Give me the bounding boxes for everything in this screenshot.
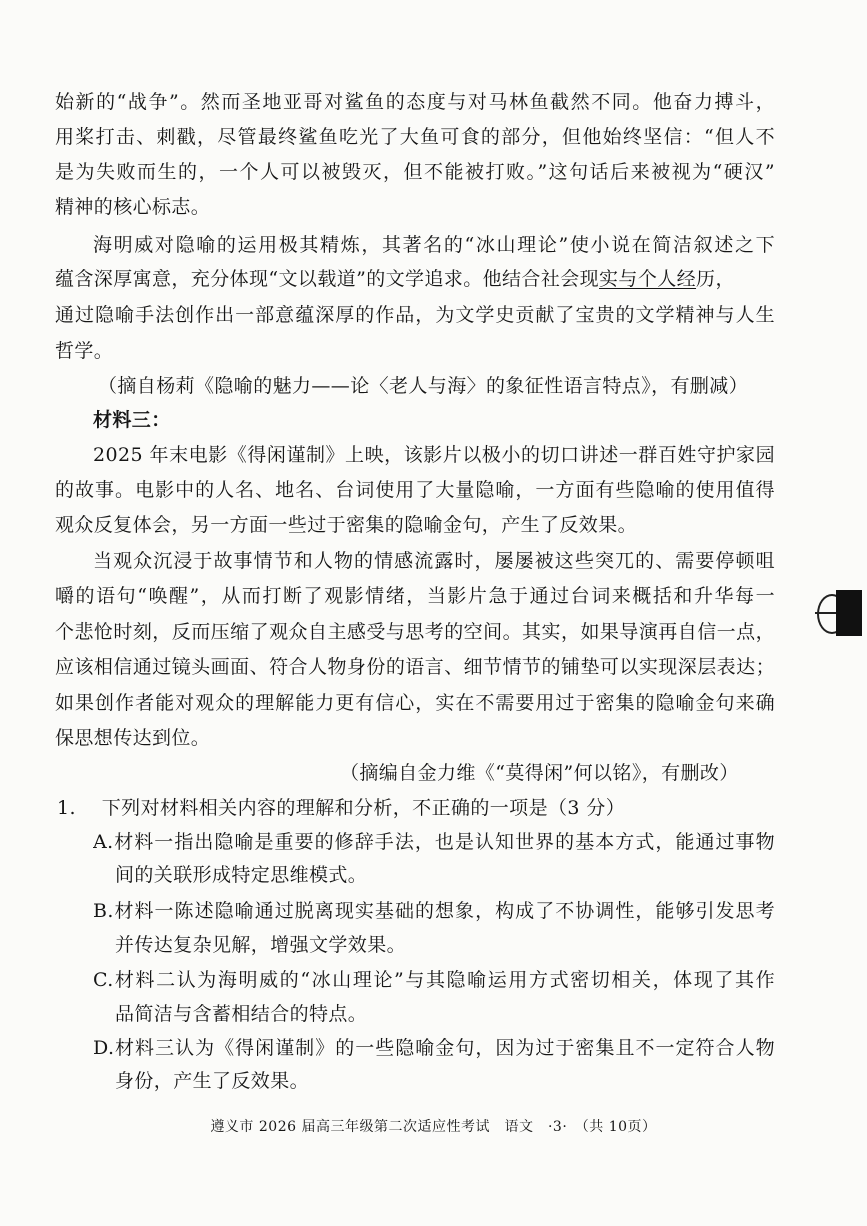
option-c-line: C.材料二认为海明威的“冰山理论”与其隐喻运用方式密切相关，体现了其作 xyxy=(93,969,775,991)
binding-line-mark xyxy=(815,612,837,614)
underlined-text: 实与个人经 xyxy=(599,268,697,290)
paragraph-line: 观众反复体会，另一方面一些过于密集的隐喻金句，产生了反效果。 xyxy=(55,514,638,536)
option-d-line: 身份，产生了反效果。 xyxy=(115,1070,310,1092)
paragraph-line: 当观众沉浸于故事情节和人物的情感流露时，屡屡被这些突兀的、需要停顿咀 xyxy=(93,550,775,572)
paragraph-line: 用桨打击、刺戳，尽管最终鲨鱼吃光了大鱼可食的部分，但他始终坚信：“但人不 xyxy=(55,126,775,148)
option-a-line: 间的关联形成特定思维模式。 xyxy=(115,864,368,886)
option-c-line: 品简洁与含蓄相结合的特点。 xyxy=(115,1003,368,1025)
paragraph-line: 保思想传达到位。 xyxy=(55,727,211,749)
paragraph-line: 始新的“战争”。然而圣地亚哥对鲨鱼的态度与对马林鱼截然不同。他奋力搏斗， xyxy=(55,91,775,113)
paragraph-line: 是为失败而生的，一个人可以被毁灭，但不能被打败。”这句话后来被视为“硬汉” xyxy=(55,161,775,183)
option-b-line: B.材料一陈述隐喻通过脱离现实基础的想象，构成了不协调性，能够引发思考 xyxy=(93,900,775,922)
paragraph-line: 应该相信通过镜头画面、符合人物身份的语言、细节情节的铺垫可以实现深层表达； xyxy=(55,656,775,678)
paragraph-line: 2025 年末电影《得闲谨制》上映，该影片以极小的切口讲述一群百姓守护家园 xyxy=(93,444,775,466)
option-d-line: D.材料三认为《得闲谨制》的一些隐喻金句，因为过于密集且不一定符合人物 xyxy=(93,1037,775,1059)
paragraph-line: 的故事。电影中的人名、地名、台词使用了大量隐喻，一方面有些隐喻的使用值得 xyxy=(55,479,775,501)
option-a-line: A.材料一指出隐喻是重要的修辞手法，也是认知世界的基本方式，能通过事物 xyxy=(93,831,775,853)
paragraph-line: 如果创作者能对观众的理解能力更有信心，实在不需要用过于密集的隐喻金句来确 xyxy=(55,692,775,714)
paragraph-line: 嚼的语句“唤醒”，从而打断了观影情绪，当影片急于通过台词来概括和升华每一 xyxy=(55,585,775,607)
text-span: 蕴含深厚寓意，充分体现“文以载道”的文学追求。他结合社会现 xyxy=(55,268,600,290)
paragraph-line: 哲学。 xyxy=(55,340,114,362)
paragraph-line: 个悲怆时刻，反而压缩了观众自主感受与思考的空间。其实，如果导演再自信一点， xyxy=(55,621,775,643)
source-citation: （摘编自金力维《“莫得闲”何以铭》，有删改） xyxy=(340,762,739,784)
paragraph-line xyxy=(55,266,775,292)
text-span: 历， xyxy=(696,268,735,290)
material-heading: 材料三： xyxy=(93,409,171,431)
question-stem: 1. 下列对材料相关内容的理解和分析，不正确的一项是（3 分） xyxy=(57,797,626,819)
page-footer: 遵义市 2026 届高三年级第二次适应性考试 语文 ·3· （共 10页） xyxy=(210,1119,657,1135)
source-citation: （摘自杨莉《隐喻的魅力——论〈老人与海〉的象征性语言特点》，有删减） xyxy=(98,375,749,397)
option-b-line: 并传达复杂见解，增强文学效果。 xyxy=(115,934,407,956)
page-edge-tab xyxy=(836,590,862,636)
paragraph-line: 精神的核心标志。 xyxy=(55,196,211,218)
paragraph-line: 通过隐喻手法创作出一部意蕴深厚的作品，为文学史贡献了宝贵的文学精神与人生 xyxy=(55,304,775,326)
paragraph-line: 海明威对隐喻的运用极其精炼，其著名的“冰山理论”使小说在简洁叙述之下 xyxy=(93,234,775,256)
